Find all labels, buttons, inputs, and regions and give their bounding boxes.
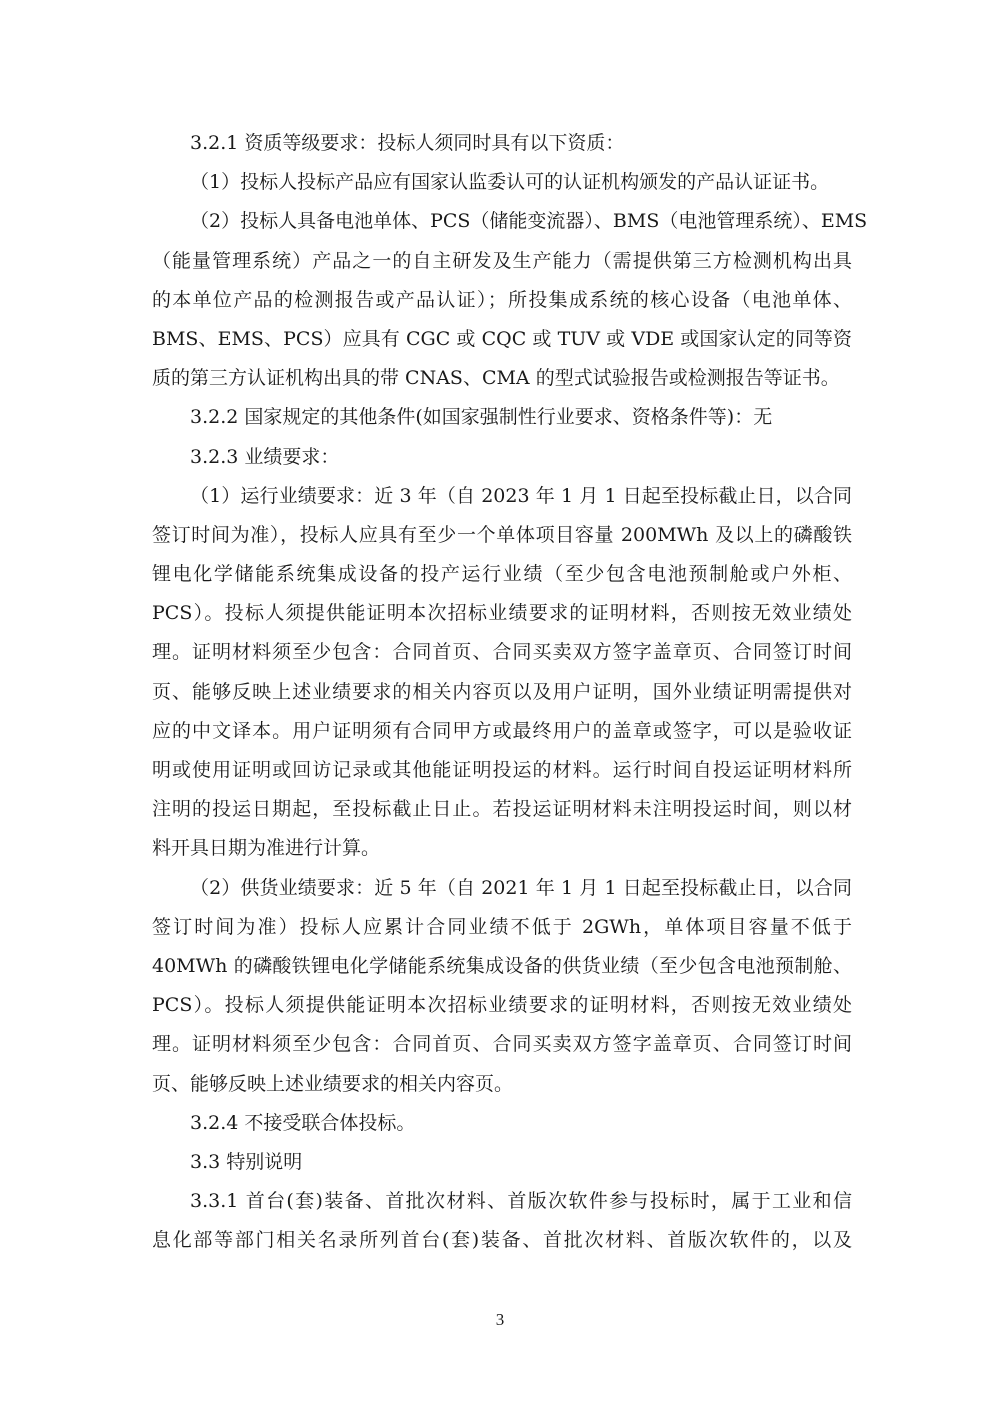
text-line: PCS）。投标人须提供能证明本次招标业绩要求的证明材料，否则按无效业绩处 [152,602,852,625]
text-line: 注明的投运日期起，至投标截止日止。若投运证明材料未注明投运时间，则以材 [152,798,852,821]
text-line: PCS）。投标人须提供能证明本次招标业绩要求的证明材料，否则按无效业绩处 [152,994,852,1017]
text-line: 40MWh 的磷酸铁锂电化学储能系统集成设备的供货业绩（至少包含电池预制舱、 [152,954,852,977]
text-line: 3.2.4 不接受联合体投标。 [190,1111,416,1134]
text-line: 理。证明材料须至少包含：合同首页、合同买卖双方签字盖章页、合同签订时间 [152,1033,852,1056]
text-line: 的本单位产品的检测报告或产品认证）；所投集成系统的核心设备（电池单体、 [152,288,852,311]
text-line: 页、能够反映上述业绩要求的相关内容页。 [152,1072,514,1095]
text-line: （能量管理系统）产品之一的自主研发及生产能力（需提供第三方检测机构出具 [152,249,852,272]
text-line: 签订时间为准），投标人应具有至少一个单体项目容量 200MWh 及以上的磷酸铁 [152,523,852,546]
text-line: 锂电化学储能系统集成设备的投产运行业绩（至少包含电池预制舱或户外柜、 [152,563,852,586]
text-line: 3.3 特别说明 [190,1150,303,1173]
text-line: 应的中文译本。用户证明须有合同甲方或最终用户的盖章或签字，可以是验收证 [152,719,852,742]
text-line: 签订时间为准）投标人应累计合同业绩不低于 2GWh，单体项目容量不低于 [152,915,852,938]
text-line: （1）投标人投标产品应有国家认监委认可的认证机构颁发的产品认证证书。 [190,171,830,194]
text-line: 3.3.1 首台(套)装备、首批次材料、首版次软件参与投标时，属于工业和信 [190,1190,852,1213]
text-line: （1）运行业绩要求：近 3 年（自 2023 年 1 月 1 日起至投标截止日，以合同 [190,484,852,507]
text-line: （2）供货业绩要求：近 5 年（自 2021 年 1 月 1 日起至投标截止日，以合同 [190,876,852,899]
text-line: 3.2.3 业绩要求： [190,445,340,468]
text-line: 质的第三方认证机构出具的带 CNAS、CMA 的型式试验报告或检测报告等证书。 [152,367,840,390]
text-line: 页、能够反映上述业绩要求的相关内容页以及用户证明，国外业绩证明需提供对 [152,680,852,703]
text-line: 3.2.1 资质等级要求：投标人须同时具有以下资质： [190,132,625,154]
text-line: 明或使用证明或回访记录或其他能证明投运的材料。运行时间自投运证明材料所 [152,759,852,781]
text-line: 息化部等部门相关名录所列首台(套)装备、首批次材料、首版次软件的，以及 [152,1229,852,1252]
text-line: 3.2.2 国家规定的其他条件(如国家强制性行业要求、资格条件等)：无 [190,406,773,429]
page-number: 3 [495,1310,505,1329]
text-line: 料开具日期为准进行计算。 [152,837,381,860]
text-line: 理。证明材料须至少包含：合同首页、合同买卖双方签字盖章页、合同签订时间 [152,641,852,664]
document-body [152,124,868,1260]
text-line: （2）投标人具备电池单体、PCS（储能变流器）、BMS（电池管理系统）、EMS [190,210,868,233]
text-line: BMS、EMS、PCS）应具有 CGC 或 CQC 或 TUV 或 VDE 或国家认定的同等资 [152,327,852,350]
